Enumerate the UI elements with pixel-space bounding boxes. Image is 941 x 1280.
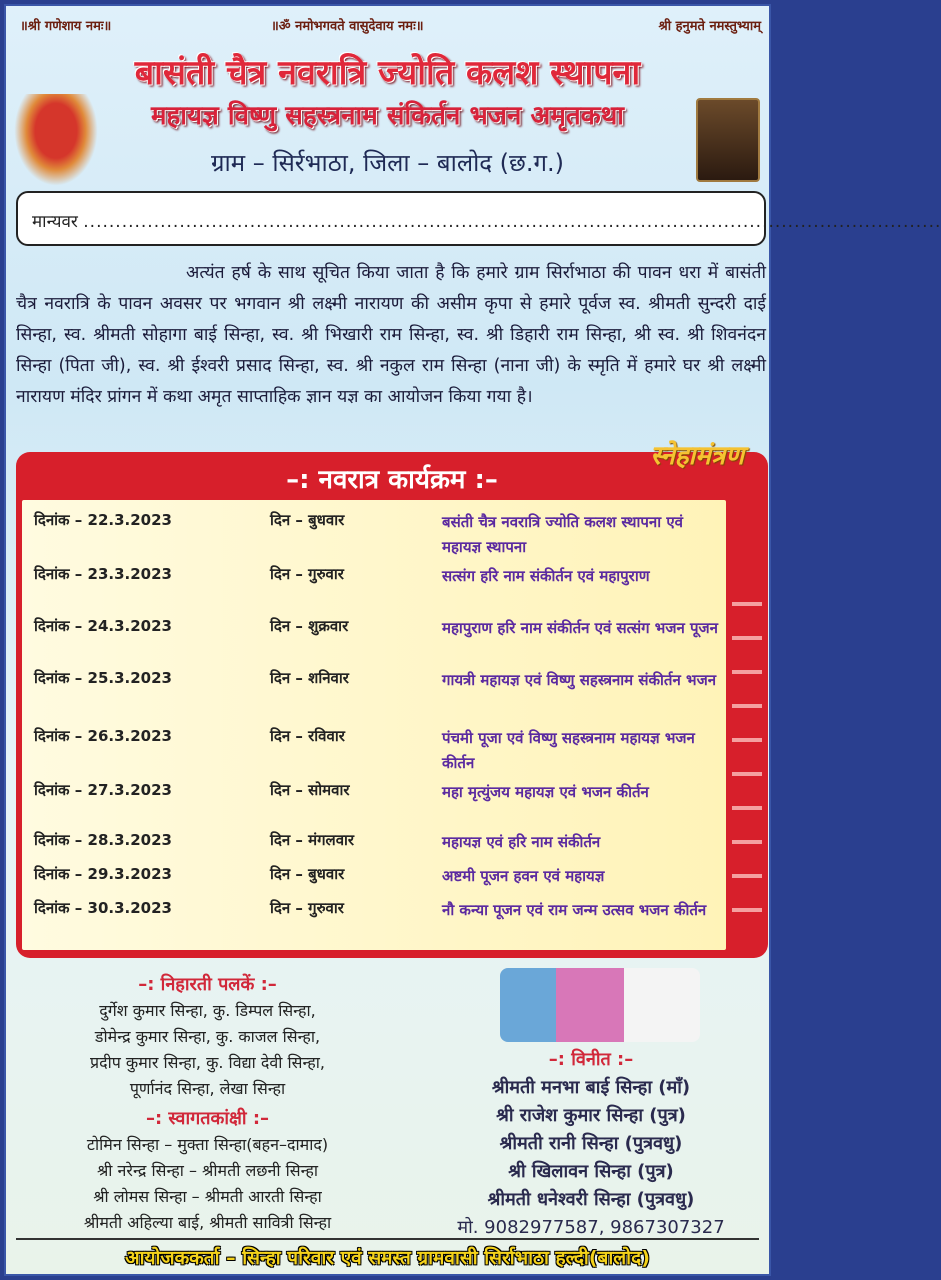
niharti-section <box>20 972 395 1236</box>
niharti-line: पूर्णानंद सिन्हा, लेखा सिन्हा <box>129 1079 286 1098</box>
schedule-event: सत्संग हरि नाम संकीर्तन एवं महापुराण <box>442 567 650 585</box>
lakshmi-narayan-image <box>696 98 760 182</box>
header-left: ॥श्री गणेशाय नमः॥ <box>20 19 112 34</box>
schedule-event: महायज्ञ एवं हरि नाम संकीर्तन <box>442 833 601 851</box>
schedule-date: दिनांक – 25.3.2023 <box>34 669 172 687</box>
schedule-table <box>22 500 726 950</box>
vinit-section <box>416 1046 766 1242</box>
schedule-day: दिन – गुरुवार <box>270 565 344 583</box>
schedule-day: दिन – शनिवार <box>270 669 349 687</box>
organizer-footer: आयोजककर्ता – सिन्हा परिवार एवं समस्त ग्रामवासी सिर्राभाठा हल्दी(बालोद) <box>125 1247 650 1269</box>
vinit-line: श्रीमती रानी सिन्हा (पुत्रवधु) <box>499 1133 683 1154</box>
schedule-day: दिन – रविवार <box>270 727 345 745</box>
schedule-event: अष्टमी पूजन हवन एवं महायज्ञ <box>442 867 605 885</box>
greeting-dots: ...................................................................................................................................... <box>83 212 941 232</box>
snehamantran-logo: स्नेहामंत्रण <box>650 441 744 471</box>
schedule-date: दिनांक – 26.3.2023 <box>34 727 172 745</box>
schedule-date: दिनांक – 28.3.2023 <box>34 831 172 849</box>
schedule-heading: –: नवरात्र कार्यक्रम :– <box>286 465 498 495</box>
location: ग्राम – सिर्रभाठा, जिला – बालोद (छ.ग.) <box>211 149 564 177</box>
durga-image <box>14 94 98 186</box>
niharti-line: दुर्गेश कुमार सिन्हा, कु. डिम्पल सिन्हा, <box>99 1001 316 1020</box>
schedule-date: दिनांक – 23.3.2023 <box>34 565 172 583</box>
schedule-day: दिन – बुधवार <box>270 865 345 883</box>
vinit-line: श्री खिलावन सिन्हा (पुत्र) <box>508 1161 674 1182</box>
schedule-event: गायत्री महायज्ञ एवं विष्णु सहस्त्रनाम संकीर्तन भजन <box>442 671 717 689</box>
niharti-line: प्रदीप कुमार सिन्हा, कु. विद्या देवी सिन्हा, <box>89 1053 325 1072</box>
family-photo <box>500 968 700 1042</box>
schedule-date: दिनांक – 22.3.2023 <box>34 511 172 529</box>
niharti-line: डोमेन्द्र कुमार सिन्हा, कु. काजल सिन्हा, <box>94 1027 321 1046</box>
header-right: श्री हनुमते नमस्तुभ्याम् <box>658 19 761 34</box>
schedule-event: बसंती चैत्र नवरात्रि ज्योति कलश स्थापना एवं महायज्ञ स्थापना <box>442 513 683 556</box>
invitation-paragraph: अत्यंत हर्ष के साथ सूचित किया जाता है कि हमारे ग्राम सिर्राभाठा की पावन धरा में बासंती चैत्र नवरात्रि के पावन अवसर पर भगवान श्री लक्ष्मी नारायण की असीम कृपा से हमारे पूर्वज स्व. श्रीमती सुन्दरी दाई सिन्हा, स्व. श्रीमती सोहागा बाई सिन्हा, स्व. श्री भिखारी राम सिन्हा, स्व. श्री डिहारी राम सिन्हा, श्री स्व. श्री शिवनंदन सिन्हा (पिता जी), स्व. श्री ईश्वरी प्रसाद सिन्हा, स्व. श्री नकुल राम सिन्हा (नाना जी) के स्मृति में हमारे घर श्री लक्ष्मी नारायण मंदिर प्रांगन में कथा अमृत साप्ताहिक ज्ञान यज्ञ का आयोजन किया गया है। <box>16 263 766 407</box>
niharti-heading: –: निहारती पलकें :– <box>138 974 277 995</box>
schedule-date: दिनांक – 27.3.2023 <box>34 781 172 799</box>
schedule-date: दिनांक – 30.3.2023 <box>34 899 172 917</box>
schedule-day: दिन – बुधवार <box>270 511 345 529</box>
schedule-date: दिनांक – 29.3.2023 <box>34 865 172 883</box>
swagat-line: श्री लोमस सिन्हा – श्रीमती आरती सिन्हा <box>93 1187 322 1206</box>
schedule-day: दिन – सोमवार <box>270 781 350 799</box>
vinit-line: श्रीमती धनेश्वरी सिन्हा (पुत्रवधु) <box>487 1189 695 1210</box>
header-center: ॥ॐ नमोभगवते वासुदेवाय नमः॥ <box>271 19 424 34</box>
schedule-event: पंचमी पूजा एवं विष्णु सहस्त्रनाम महायज्ञ भजन कीर्तन <box>442 729 695 772</box>
footer-divider <box>16 1238 759 1240</box>
phone-numbers: मो. 9082977587, 9867307327 <box>457 1217 725 1238</box>
schedule-event: महापुराण हरि नाम संकीर्तन एवं सत्संग भजन पूजन <box>442 619 718 637</box>
schedule-day: दिन – गुरुवार <box>270 899 344 917</box>
schedule-day: दिन – मंगलवार <box>270 831 355 849</box>
vinit-line: श्रीमती मनभा बाई सिन्हा (माँ) <box>491 1077 691 1098</box>
greeting-field <box>16 191 941 246</box>
greeting-label: मान्यवर <box>32 212 78 232</box>
dancer-decoration <box>732 572 762 942</box>
schedule-day: दिन – शुक्रवार <box>270 617 349 635</box>
swagat-line: श्री नरेन्द्र सिन्हा – श्रीमती लछनी सिन्हा <box>96 1161 318 1180</box>
swagat-line: श्रीमती अहिल्या बाई, श्रीमती सावित्री सिन्हा <box>83 1213 332 1232</box>
vinit-heading: –: विनीत :– <box>548 1049 634 1070</box>
schedule-event: नौ कन्या पूजन एवं राम जन्म उत्सव भजन कीर्तन <box>442 901 707 919</box>
vinit-line: श्री राजेश कुमार सिन्हा (पुत्र) <box>496 1105 686 1126</box>
schedule-panel <box>16 441 768 958</box>
swagat-heading: –: स्वागतकांक्षी :– <box>145 1108 270 1129</box>
swagat-line: टोमिन सिन्हा – मुक्ता सिन्हा(बहन–दामाद) <box>86 1135 329 1154</box>
schedule-event: महा मृत्युंजय महायज्ञ एवं भजन कीर्तन <box>442 783 649 801</box>
page-title: बासंती चैत्र नवरात्रि ज्योति कलश स्थापना <box>134 53 641 93</box>
invitation-card <box>4 4 941 1276</box>
schedule-date: दिनांक – 24.3.2023 <box>34 617 172 635</box>
subtitle: महायज्ञ विष्णु सहस्त्रनाम संकिर्तन भजन अमृतकथा <box>150 101 625 131</box>
